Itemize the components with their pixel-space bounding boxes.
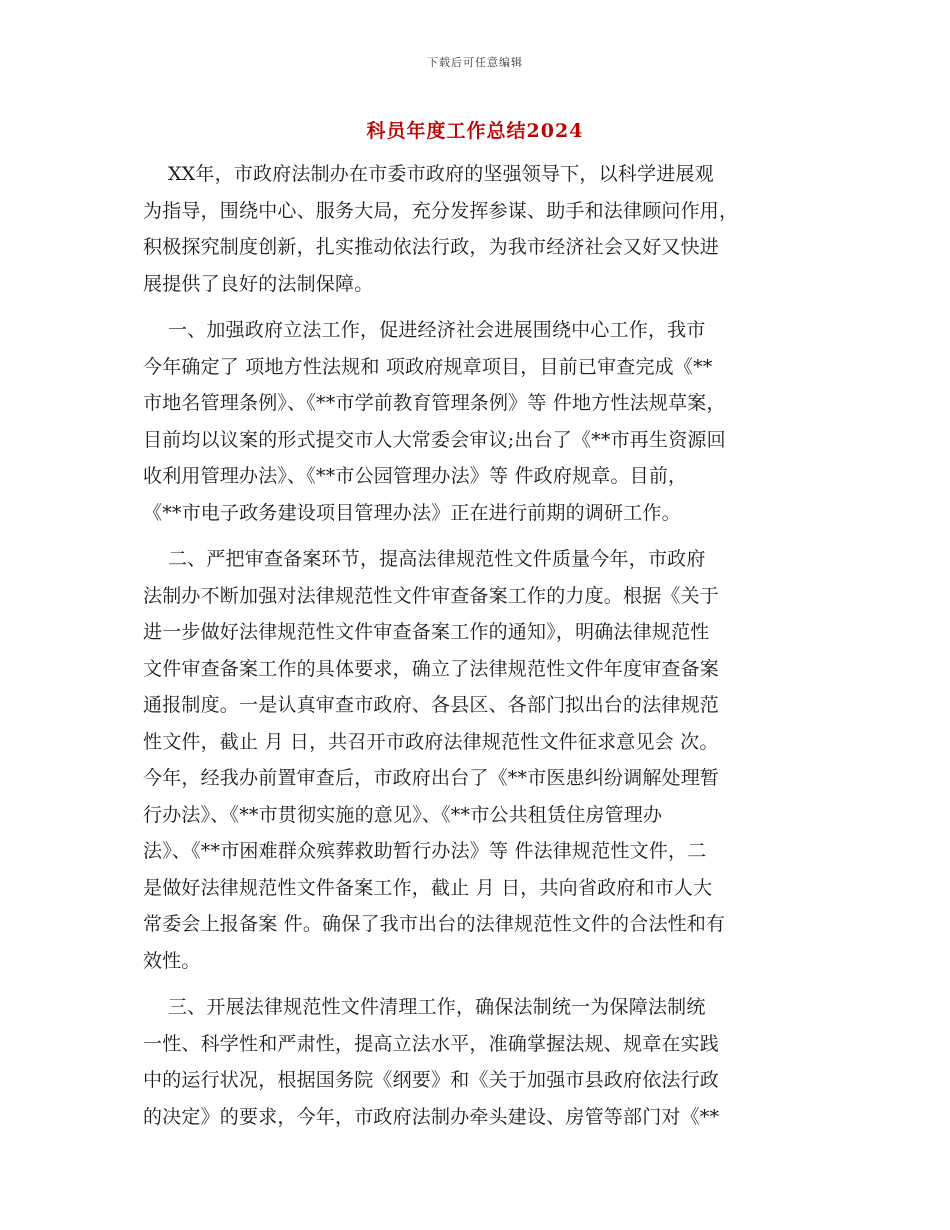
text-line: 常委会上报备案 件。确保了我市出台的法律规范性文件的合法性和有 [143,913,726,935]
text-line: 一、加强政府立法工作，促进经济社会进展围绕中心工作，我市 [143,319,706,341]
text-line: 效性。 [143,949,201,972]
text-line: 法》、《**市困难群众殡葬救助暂行办法》等 件法律规范性文件，二 [143,840,707,862]
paragraph [143,989,815,1135]
document-body [143,156,815,1135]
text-line: 为指导，围绕中心、服务大局，充分发挥参谋、助手和法律顾问作用， [143,199,739,222]
header-note: 下载后可任意编辑 [427,56,523,69]
text-line: 一性、科学性和严肃性，提高立法水平，准确掌握法规、规章在实践 [143,1032,720,1055]
text-line: 积极探究制度创新，扎实推动依法行政，为我市经济社会又好又快进 [143,236,720,258]
text-line: 今年确定了 项地方性法规和 项政府规章项目，目前已审查完成《** [143,355,713,378]
text-line: 二、严把审查备案环节，提高法律规范性文件质量今年，市政府 [143,548,706,570]
text-line: 展提供了良好的法制保障。 [143,272,374,295]
text-line: 通报制度。一是认真审查市政府、各县区、各部门拟出台的法律规范 [143,694,720,716]
paragraph [143,312,815,531]
text-line: 是做好法律规范性文件备案工作，截止 月 日，共向省政府和市人大 [143,876,713,899]
text-line: XX年，市政府法制办在市委市政府的坚强领导下，以科学进展观 [143,163,714,185]
text-line: 三、开展法律规范性文件清理工作，确保法制统一为保障法制统 [143,996,706,1018]
text-line: 市地名管理条例》、《**市学前教育管理条例》等 件地方性法规草案， [143,392,726,414]
text-line: 文件审查备案工作的具体要求，确立了法律规范性文件年度审查备案 [143,657,720,680]
text-line: 行办法》、《**市贯彻实施的意见》、《**市公共租赁住房管理办 [143,803,663,826]
text-line: 目前均以议案的形式提交市人大常委会审议;出台了《**市再生资源回 [143,428,726,451]
text-line: 《**市电子政务建设项目管理办法》正在进行前期的调研工作。 [143,501,681,524]
text-line: 法制办不断加强对法律规范性文件审查备案工作的力度。根据《关于 [143,584,720,607]
text-line: 收利用管理办法》、《**市公园管理办法》等 件政府规章。目前， [143,465,688,487]
paragraph [143,541,815,979]
text-line: 性文件，截止 月 日，共召开市政府法律规范性文件征求意见会 次。 [143,730,719,753]
document-title: 科员年度工作总结2024 [366,120,584,142]
text-line: 中的运行状况，根据国务院《纲要》和《关于加强市县政府依法行政 [143,1069,720,1091]
text-line: 进一步做好法律规范性文件审查备案工作的通知》，明确法律规范性 [143,621,710,643]
paragraph [143,156,815,302]
text-line: 今年，经我办前置审查后，市政府出台了《**市医患纠纷调解处理暂 [143,767,720,789]
text-line: 的决定》的要求，今年，市政府法制办牵头建设、房管等部门对《** [143,1105,720,1128]
